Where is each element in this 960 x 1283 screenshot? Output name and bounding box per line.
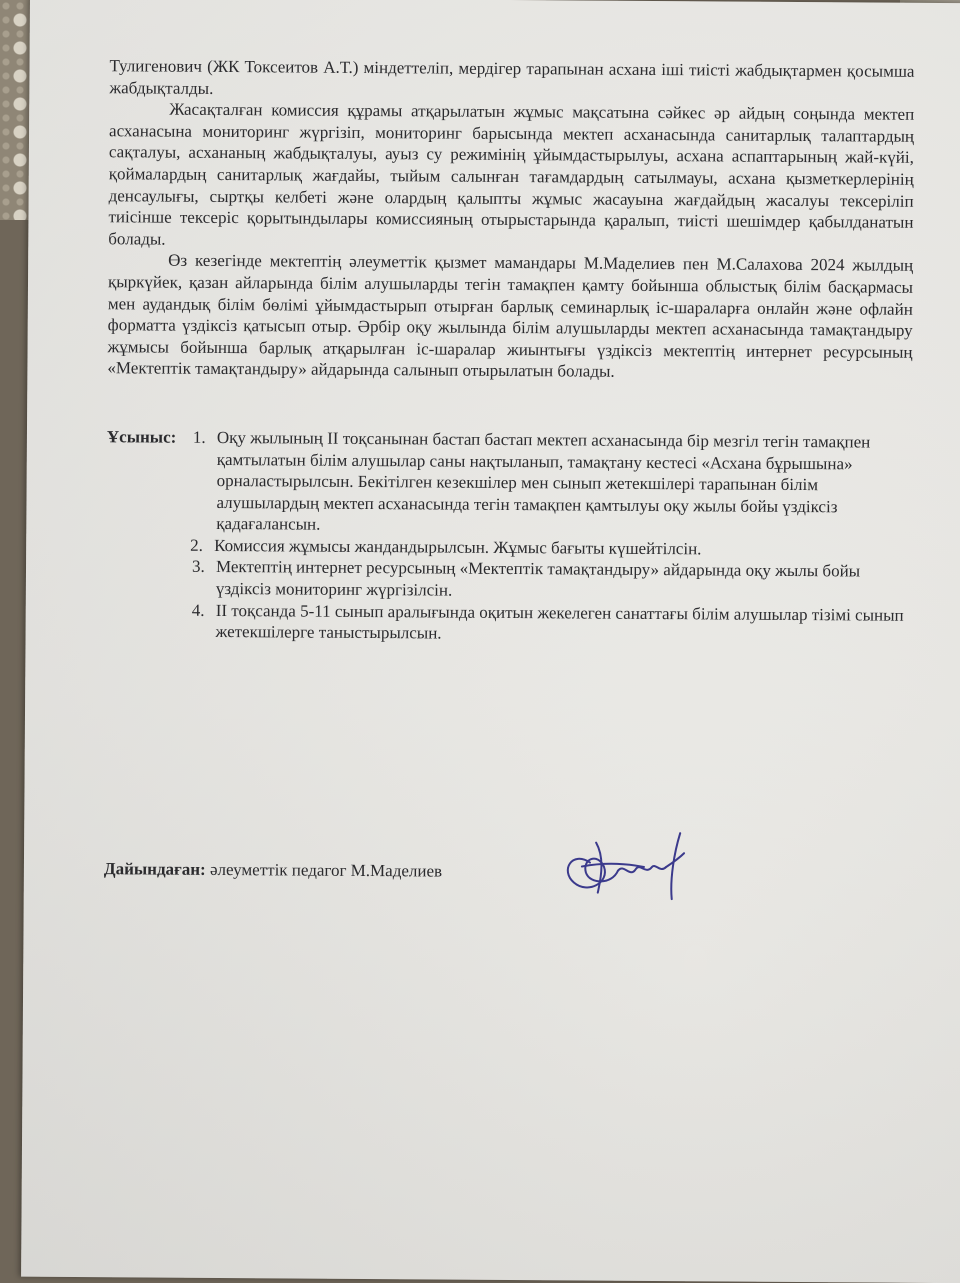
recommendations-label: Ұсыныс: xyxy=(106,427,177,447)
recommendation-item xyxy=(192,556,911,604)
recommendation-number: 2. xyxy=(190,535,204,555)
handwritten-signature-icon xyxy=(552,822,703,903)
paragraph-3: Өз кезегінде мектептің әлеуметтік қызмет мамандары М.Маделиев пен М.Салахова 2024 жылдың қыркүйек, қазан айларында білім алушыларды тегін тамақпен қамту бойынша облыстық білім басқармасы мен аудандық білім бөлімі ұйымдастырып отырған барлық семинарлық іс-шараларға онлайн және офлайн форматта үздіксіз қатысып отыр. Әрбір оқу жылында білім алушыларды мектеп асханасында тамақтандыру жұмысы бойынша барлық атқарылған іс-шаралар жиынтығы үздіксіз мектептің интернет ресурсының «Мектептік тамақтандыру» айдарында салынып отырылатын болады. xyxy=(107,250,914,382)
paragraph-2: Жасақталған комиссия құрамы атқарылатын жұмыс мақсатына сәйкес әр айдың соңында мектеп асханасына мониторинг жүргізіп, мониторинг барысында мектеп асханасында санитарлық талаптардың сақталуы, асхананың жабдықталуы, ауыз су режимінің ұйымдастырылуы, асхана аспаптарының жай-күйі, қоймалардың санитарлық жағдайы, тыйым салынған тағамдардың сатылмауы, асхана қызметкерлерінің денсаулығы, сыртқы келбеті және олардың қалыпты жұмыс жасауына жағдайдың жасалуы тексеріліп тиісінше тексеріс қорытындылары комиссияның отырыстарында қаралып, тиісті шешімдер қабылданатын болады. xyxy=(108,99,915,249)
recommendation-number: 3. xyxy=(191,557,205,577)
recommendation-number: 4. xyxy=(191,600,205,620)
recommendation-item xyxy=(192,599,911,647)
paragraph-1: Тулигенович (ЖК Токсеитов А.Т.) міндеттеліп, мердігер тарапынан асхана іші тиісті жабдықтармен қосымша жабдықталды. xyxy=(109,56,915,98)
paper-sheet xyxy=(21,0,960,1283)
prepared-by-line xyxy=(104,859,442,881)
prepared-by-value: әлеуметтік педагог М.Маделиев xyxy=(209,859,443,881)
recommendation-text: Мектептің интернет ресурсының «Мектептік тамақтандыру» айдарында оқу жылы бойы үздіксіз мониторинг жүргізілсін. xyxy=(215,557,861,600)
document-body xyxy=(106,55,915,647)
recommendations-section xyxy=(106,426,912,648)
recommendation-text: Комиссия жұмысы жандандырылсын. Жұмыс бағыты күшейтілсін. xyxy=(214,535,702,559)
recommendations-list xyxy=(192,427,912,648)
recommendation-text: ІІ тоқсанда 5-11 сынып аралығында оқитын жекелеген санаттағы білім алушылар тізімі сынып жетекшілерге таныстырылсын. xyxy=(215,600,904,643)
recommendation-text: Оқу жылының ІІ тоқсанынан бастап бастап мектеп асханасында бір мезгіл тегін тамақпен қамтылатын білім алушылар саны нақтыланып, тамақтану кестесі «Асхана бұрышына» орналастырылсын. Бекітілген кезекшілер мен сынып жетекшілері тарапынан білім алушылардың мектеп асханасында тегін тамақпен қамтылуы оқу жылы бойы үздіксіз қадағалансын. xyxy=(216,427,871,534)
prepared-by-label: Дайындаған: xyxy=(103,859,206,879)
recommendation-item xyxy=(192,427,912,540)
recommendation-number: 1. xyxy=(192,427,206,447)
